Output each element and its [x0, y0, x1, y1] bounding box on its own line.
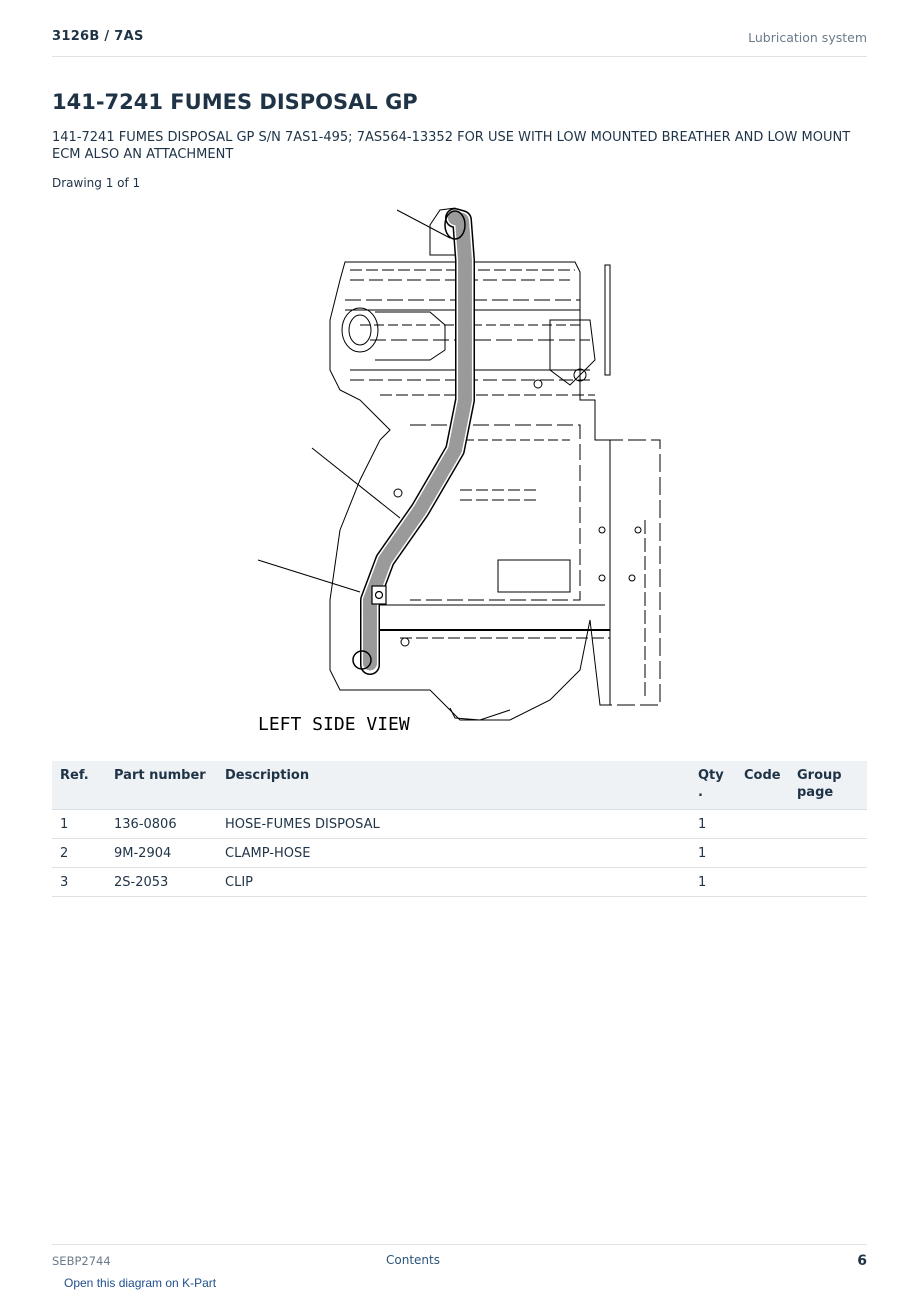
section-label: Lubrication system: [748, 30, 867, 45]
header-description: Description: [217, 761, 690, 810]
page-title: 141-7241 FUMES DISPOSAL GP: [52, 90, 418, 114]
contents-link[interactable]: Contents: [386, 1253, 440, 1267]
header-qty: Qty .: [690, 761, 736, 810]
table-row: [52, 868, 867, 897]
cell-qty: 1: [690, 839, 736, 868]
cell-ref: 1: [52, 810, 106, 839]
page-subtitle: 141-7241 FUMES DISPOSAL GP S/N 7AS1-495; 7AS564-13352 FOR USE WITH LOW MOUNTED BREATHER AND LOW MOUNT ECM ALSO AN ATTACHMENT: [52, 130, 851, 162]
cell-group-page: [789, 810, 867, 839]
cell-qty: 1: [690, 868, 736, 897]
table-row: [52, 810, 867, 839]
drawing-count: Drawing 1 of 1: [52, 176, 141, 190]
view-label: LEFT SIDE VIEW: [258, 714, 410, 735]
cell-part-number: 136-0806: [106, 810, 217, 839]
cell-description: CLAMP-HOSE: [217, 839, 690, 868]
cell-part-number: 2S-2053: [106, 868, 217, 897]
page-footer: [52, 1244, 867, 1275]
header-group-page: Group page: [789, 761, 867, 810]
cell-group-page: [789, 868, 867, 897]
header-ref: Ref.: [52, 761, 106, 810]
document-id: SEBP2744: [52, 1254, 111, 1268]
cell-ref: 2: [52, 839, 106, 868]
header-part-number: Part number: [106, 761, 217, 810]
cell-code: [736, 839, 789, 868]
cell-group-page: [789, 839, 867, 868]
cell-qty: 1: [690, 810, 736, 839]
table-header-row: [52, 761, 867, 810]
cell-part-number: 9M-2904: [106, 839, 217, 868]
page-header: [52, 29, 867, 57]
cell-description: HOSE-FUMES DISPOSAL: [217, 810, 690, 839]
cell-code: [736, 868, 789, 897]
cell-ref: 3: [52, 868, 106, 897]
header-code: Code: [736, 761, 789, 810]
open-kpart-link[interactable]: Open this diagram on K-Part: [64, 1276, 217, 1290]
model-label: 3126B / 7AS: [52, 29, 144, 44]
table-row: [52, 839, 867, 868]
cell-code: [736, 810, 789, 839]
parts-diagram: [250, 200, 670, 745]
cell-description: CLIP: [217, 868, 690, 897]
page-number: 6: [857, 1253, 867, 1269]
parts-table: [52, 761, 867, 897]
